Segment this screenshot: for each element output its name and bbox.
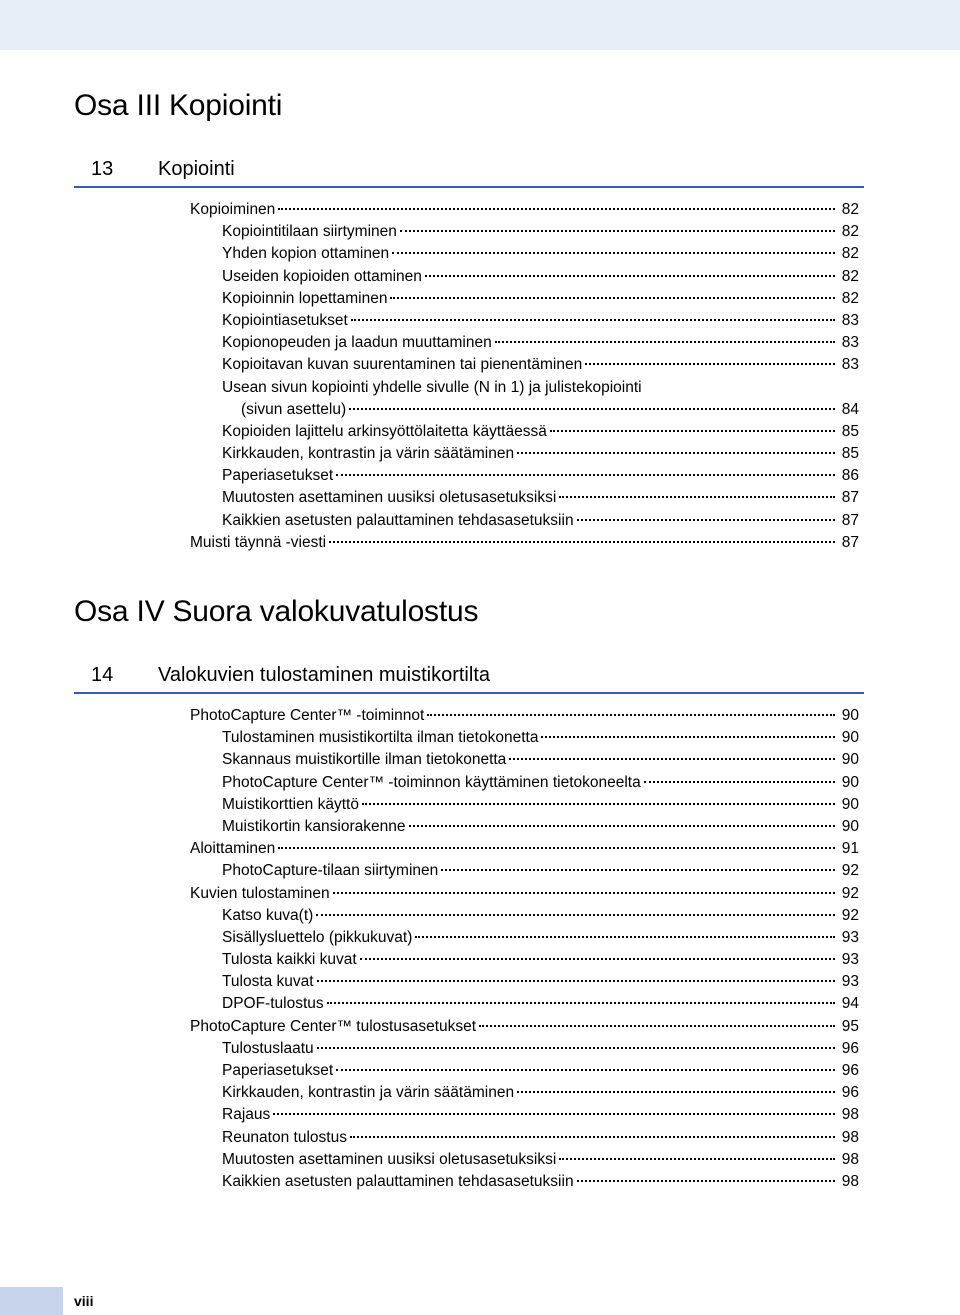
toc-leader-dots	[392, 252, 835, 254]
toc-entry-page: 93	[841, 951, 859, 969]
toc-entry[interactable]	[190, 443, 859, 465]
toc-list	[190, 705, 859, 1193]
toc-entry-page: 96	[841, 1062, 859, 1079]
toc-entry-page: 91	[841, 840, 859, 858]
toc-entry[interactable]	[190, 727, 859, 749]
toc-entry-page: 90	[841, 729, 859, 747]
toc-entry-page: 93	[841, 928, 859, 946]
toc-entry[interactable]	[190, 532, 859, 554]
toc-entry-label: Usean sivun kopiointi yhdelle sivulle (N in 1) ja julistekopiointi	[222, 378, 642, 396]
toc-entry-page: 83	[841, 334, 859, 352]
toc-entry-page: 82	[841, 267, 859, 285]
toc-entry[interactable]	[190, 1127, 859, 1149]
toc-entry-page: 82	[841, 201, 859, 218]
toc-entry-page: 86	[841, 467, 859, 485]
toc-leader-dots	[350, 1136, 835, 1138]
toc-leader-dots	[559, 496, 835, 498]
toc-entry-page: 83	[841, 356, 859, 374]
part-title	[74, 594, 478, 630]
toc-leader-dots	[336, 1069, 835, 1071]
toc-entry-label: Kopioitavan kuvan suurentaminen tai pienentäminen	[222, 356, 583, 374]
toc-entry-page: 98	[841, 1172, 859, 1190]
toc-leader-dots	[333, 892, 835, 894]
toc-leader-dots	[577, 1180, 835, 1182]
toc-entry-page: 90	[841, 817, 859, 835]
toc-entry[interactable]	[190, 1060, 859, 1082]
toc-entry-page: 90	[841, 751, 859, 769]
chapter-number: 14	[91, 664, 114, 686]
toc-leader-dots	[329, 541, 835, 543]
toc-entry[interactable]	[190, 221, 859, 243]
toc-entry[interactable]	[190, 1104, 859, 1126]
toc-entry[interactable]	[190, 883, 859, 905]
toc-entry-label: Muistikortin kansiorakenne	[222, 817, 406, 835]
toc-entry-label: Kopiointitilaan siirtyminen	[222, 223, 397, 241]
toc-entry[interactable]	[190, 266, 859, 288]
toc-entry-label: Kopionopeuden ja laadun muuttaminen	[222, 334, 492, 352]
toc-entry-label: Tulostaminen musistikortilta ilman tietokonetta	[222, 729, 539, 747]
toc-entry[interactable]	[190, 949, 859, 971]
toc-entry-label: Kuvien tulostaminen	[190, 884, 330, 902]
toc-entry-page: 98	[841, 1150, 859, 1168]
toc-leader-dots	[509, 758, 835, 760]
chapter-title: Kopiointi	[158, 158, 235, 180]
toc-leader-dots	[441, 869, 835, 871]
toc-entry[interactable]	[190, 377, 859, 399]
toc-entry-page: 83	[841, 311, 859, 329]
chapter-rule	[74, 692, 864, 694]
toc-leader-dots	[415, 936, 835, 938]
toc-entry-label: Reunaton tulostus	[222, 1128, 347, 1146]
toc-leader-dots	[541, 736, 835, 738]
toc-leader-dots	[273, 1113, 835, 1115]
toc-entry-label: Katso kuva(t)	[222, 906, 314, 924]
toc-entry-label: Kirkkauden, kontrastin ja värin säätäminen	[222, 1084, 515, 1102]
toc-leader-dots	[390, 297, 835, 299]
toc-entry-label: Kopioinnin lopettaminen	[222, 289, 388, 307]
toc-entry[interactable]	[190, 332, 859, 354]
chapter-title: Valokuvien tulostaminen muistikortilta	[158, 664, 491, 686]
toc-entry-page: 84	[841, 400, 859, 418]
toc-entry-label: Kopiointiasetukset	[222, 311, 348, 329]
toc-entry[interactable]	[190, 243, 859, 265]
toc-entry-label: DPOF-tulostus	[222, 995, 324, 1013]
toc-leader-dots	[495, 341, 835, 343]
toc-entry-continuation: (sivun asettelu)	[241, 400, 347, 418]
toc-entry-page: 90	[841, 773, 859, 791]
toc-entry-page: 95	[841, 1017, 859, 1035]
toc-entry-label: Paperiasetukset	[222, 1062, 334, 1079]
toc-leader-dots	[479, 1025, 835, 1027]
toc-entry-page: 87	[841, 489, 859, 507]
toc-entry-label: Yhden kopion ottaminen	[222, 245, 390, 263]
toc-list	[190, 199, 859, 554]
toc-entry[interactable]	[190, 1082, 859, 1104]
toc-entry-page: 92	[841, 884, 859, 902]
toc-entry-label: PhotoCapture Center™ -toiminnot	[190, 707, 425, 724]
toc-entry-page: 96	[841, 1084, 859, 1102]
part-name: Suora valokuvatulostus	[172, 595, 479, 628]
toc-entry[interactable]	[190, 1016, 859, 1038]
toc-entry-page: 94	[841, 995, 859, 1013]
toc-entry-page: 98	[841, 1106, 859, 1124]
toc-entry[interactable]	[190, 794, 859, 816]
toc-entry-page: 85	[841, 422, 859, 440]
toc-entry[interactable]	[190, 1149, 859, 1171]
chapter-number: 13	[91, 158, 114, 180]
toc-entry-label: Tulosta kaikki kuvat	[222, 951, 357, 969]
toc-leader-dots	[360, 958, 835, 960]
toc-entry[interactable]	[190, 310, 859, 332]
toc-entry-label: PhotoCapture Center™ -toiminnon käyttäminen tietokoneelta	[222, 773, 641, 791]
toc-entry-label: Skannaus muistikortille ilman tietokonetta	[222, 751, 507, 769]
toc-entry[interactable]	[190, 772, 859, 794]
toc-entry-label: Kopioiden lajittelu arkinsyöttölaitetta käyttäessä	[222, 422, 547, 440]
toc-entry[interactable]	[190, 465, 859, 487]
page-number: viii	[74, 1293, 94, 1309]
page-marker	[0, 1287, 63, 1315]
toc-entry-label: Muistikorttien käyttö	[222, 795, 359, 813]
toc-entry[interactable]	[190, 705, 859, 727]
toc-leader-dots	[349, 408, 835, 410]
toc-leader-dots	[517, 452, 835, 454]
toc-entry[interactable]	[190, 816, 859, 838]
toc-entry[interactable]	[190, 354, 859, 376]
toc-entry-label: Muisti täynnä -viesti	[190, 533, 327, 551]
toc-entry-page: 93	[841, 973, 859, 991]
toc-leader-dots	[278, 847, 835, 849]
toc-leader-dots	[317, 980, 835, 982]
toc-entry-continuation-row[interactable]	[190, 399, 859, 421]
toc-entry[interactable]	[190, 288, 859, 310]
toc-entry-label: Kaikkien asetusten palauttaminen tehdasasetuksiin	[222, 1172, 574, 1190]
toc-entry[interactable]	[190, 905, 859, 927]
toc-entry[interactable]	[190, 510, 859, 532]
toc-leader-dots	[427, 714, 835, 716]
top-band	[0, 0, 960, 50]
toc-entry-label: Kaikkien asetusten palauttaminen tehdasasetuksiin	[222, 511, 574, 529]
toc-leader-dots	[317, 1047, 835, 1049]
toc-leader-dots	[585, 363, 835, 365]
toc-entry-label: PhotoCapture-tilaan siirtyminen	[222, 862, 439, 880]
toc-entry[interactable]	[190, 421, 859, 443]
toc-leader-dots	[577, 519, 835, 521]
toc-entry-label: Aloittaminen	[190, 840, 276, 858]
toc-entry-page: 98	[841, 1128, 859, 1146]
toc-leader-dots	[559, 1158, 835, 1160]
toc-entry-label: Muutosten asettaminen uusiksi oletusasetuksiksi	[222, 1150, 557, 1168]
toc-entry-page: 87	[841, 533, 859, 551]
part-label: Osa IV	[74, 595, 165, 628]
chapter-heading	[74, 148, 864, 188]
toc-leader-dots	[278, 208, 835, 210]
toc-entry-label: Tulostuslaatu	[222, 1039, 314, 1057]
toc-entry[interactable]	[190, 927, 859, 949]
toc-entry-page: 87	[841, 511, 859, 529]
toc-leader-dots	[550, 430, 835, 432]
toc-leader-dots	[644, 781, 835, 783]
toc-entry[interactable]	[190, 971, 859, 993]
toc-entry[interactable]	[190, 199, 859, 221]
toc-entry-label: PhotoCapture Center™ tulostusasetukset	[190, 1017, 477, 1035]
toc-leader-dots	[400, 230, 835, 232]
toc-entry-label: Useiden kopioiden ottaminen	[222, 267, 422, 285]
part-name: Kopiointi	[168, 89, 283, 122]
toc-entry-page: 92	[841, 906, 859, 924]
toc-entry[interactable]	[190, 487, 859, 509]
chapter-rule	[74, 186, 864, 188]
toc-entry-label: Kirkkauden, kontrastin ja värin säätäminen	[222, 445, 515, 463]
toc-entry[interactable]	[190, 1171, 859, 1193]
toc-leader-dots	[327, 1002, 835, 1004]
toc-entry[interactable]	[190, 860, 859, 882]
toc-leader-dots	[409, 825, 835, 827]
toc-entry-page: 82	[841, 289, 859, 307]
toc-entry[interactable]	[190, 749, 859, 771]
toc-entry-page: 82	[841, 245, 859, 263]
toc-entry-page: 96	[841, 1039, 859, 1057]
toc-leader-dots	[362, 803, 835, 805]
toc-entry-page: 92	[841, 862, 859, 880]
part-title	[74, 88, 282, 124]
toc-entry-label: Muutosten asettaminen uusiksi oletusasetuksiksi	[222, 489, 557, 507]
toc-entry-label: Sisällysluettelo (pikkukuvat)	[222, 928, 413, 946]
toc-entry[interactable]	[190, 993, 859, 1015]
toc-leader-dots	[517, 1091, 835, 1093]
toc-entry-page: 90	[841, 707, 859, 724]
toc-leader-dots	[316, 914, 835, 916]
part-label: Osa III	[74, 89, 161, 122]
toc-entry-page: 82	[841, 223, 859, 241]
toc-leader-dots	[336, 474, 835, 476]
toc-entry-label: Kopioiminen	[190, 201, 276, 218]
toc-entry-page: 85	[841, 445, 859, 463]
toc-entry-label: Rajaus	[222, 1106, 271, 1124]
toc-leader-dots	[351, 319, 835, 321]
toc-entry-label: Paperiasetukset	[222, 467, 334, 485]
toc-entry-page: 90	[841, 795, 859, 813]
toc-entry[interactable]	[190, 838, 859, 860]
toc-entry[interactable]	[190, 1038, 859, 1060]
toc-leader-dots	[425, 275, 835, 277]
toc-entry-label: Tulosta kuvat	[222, 973, 314, 991]
chapter-heading	[74, 654, 864, 694]
